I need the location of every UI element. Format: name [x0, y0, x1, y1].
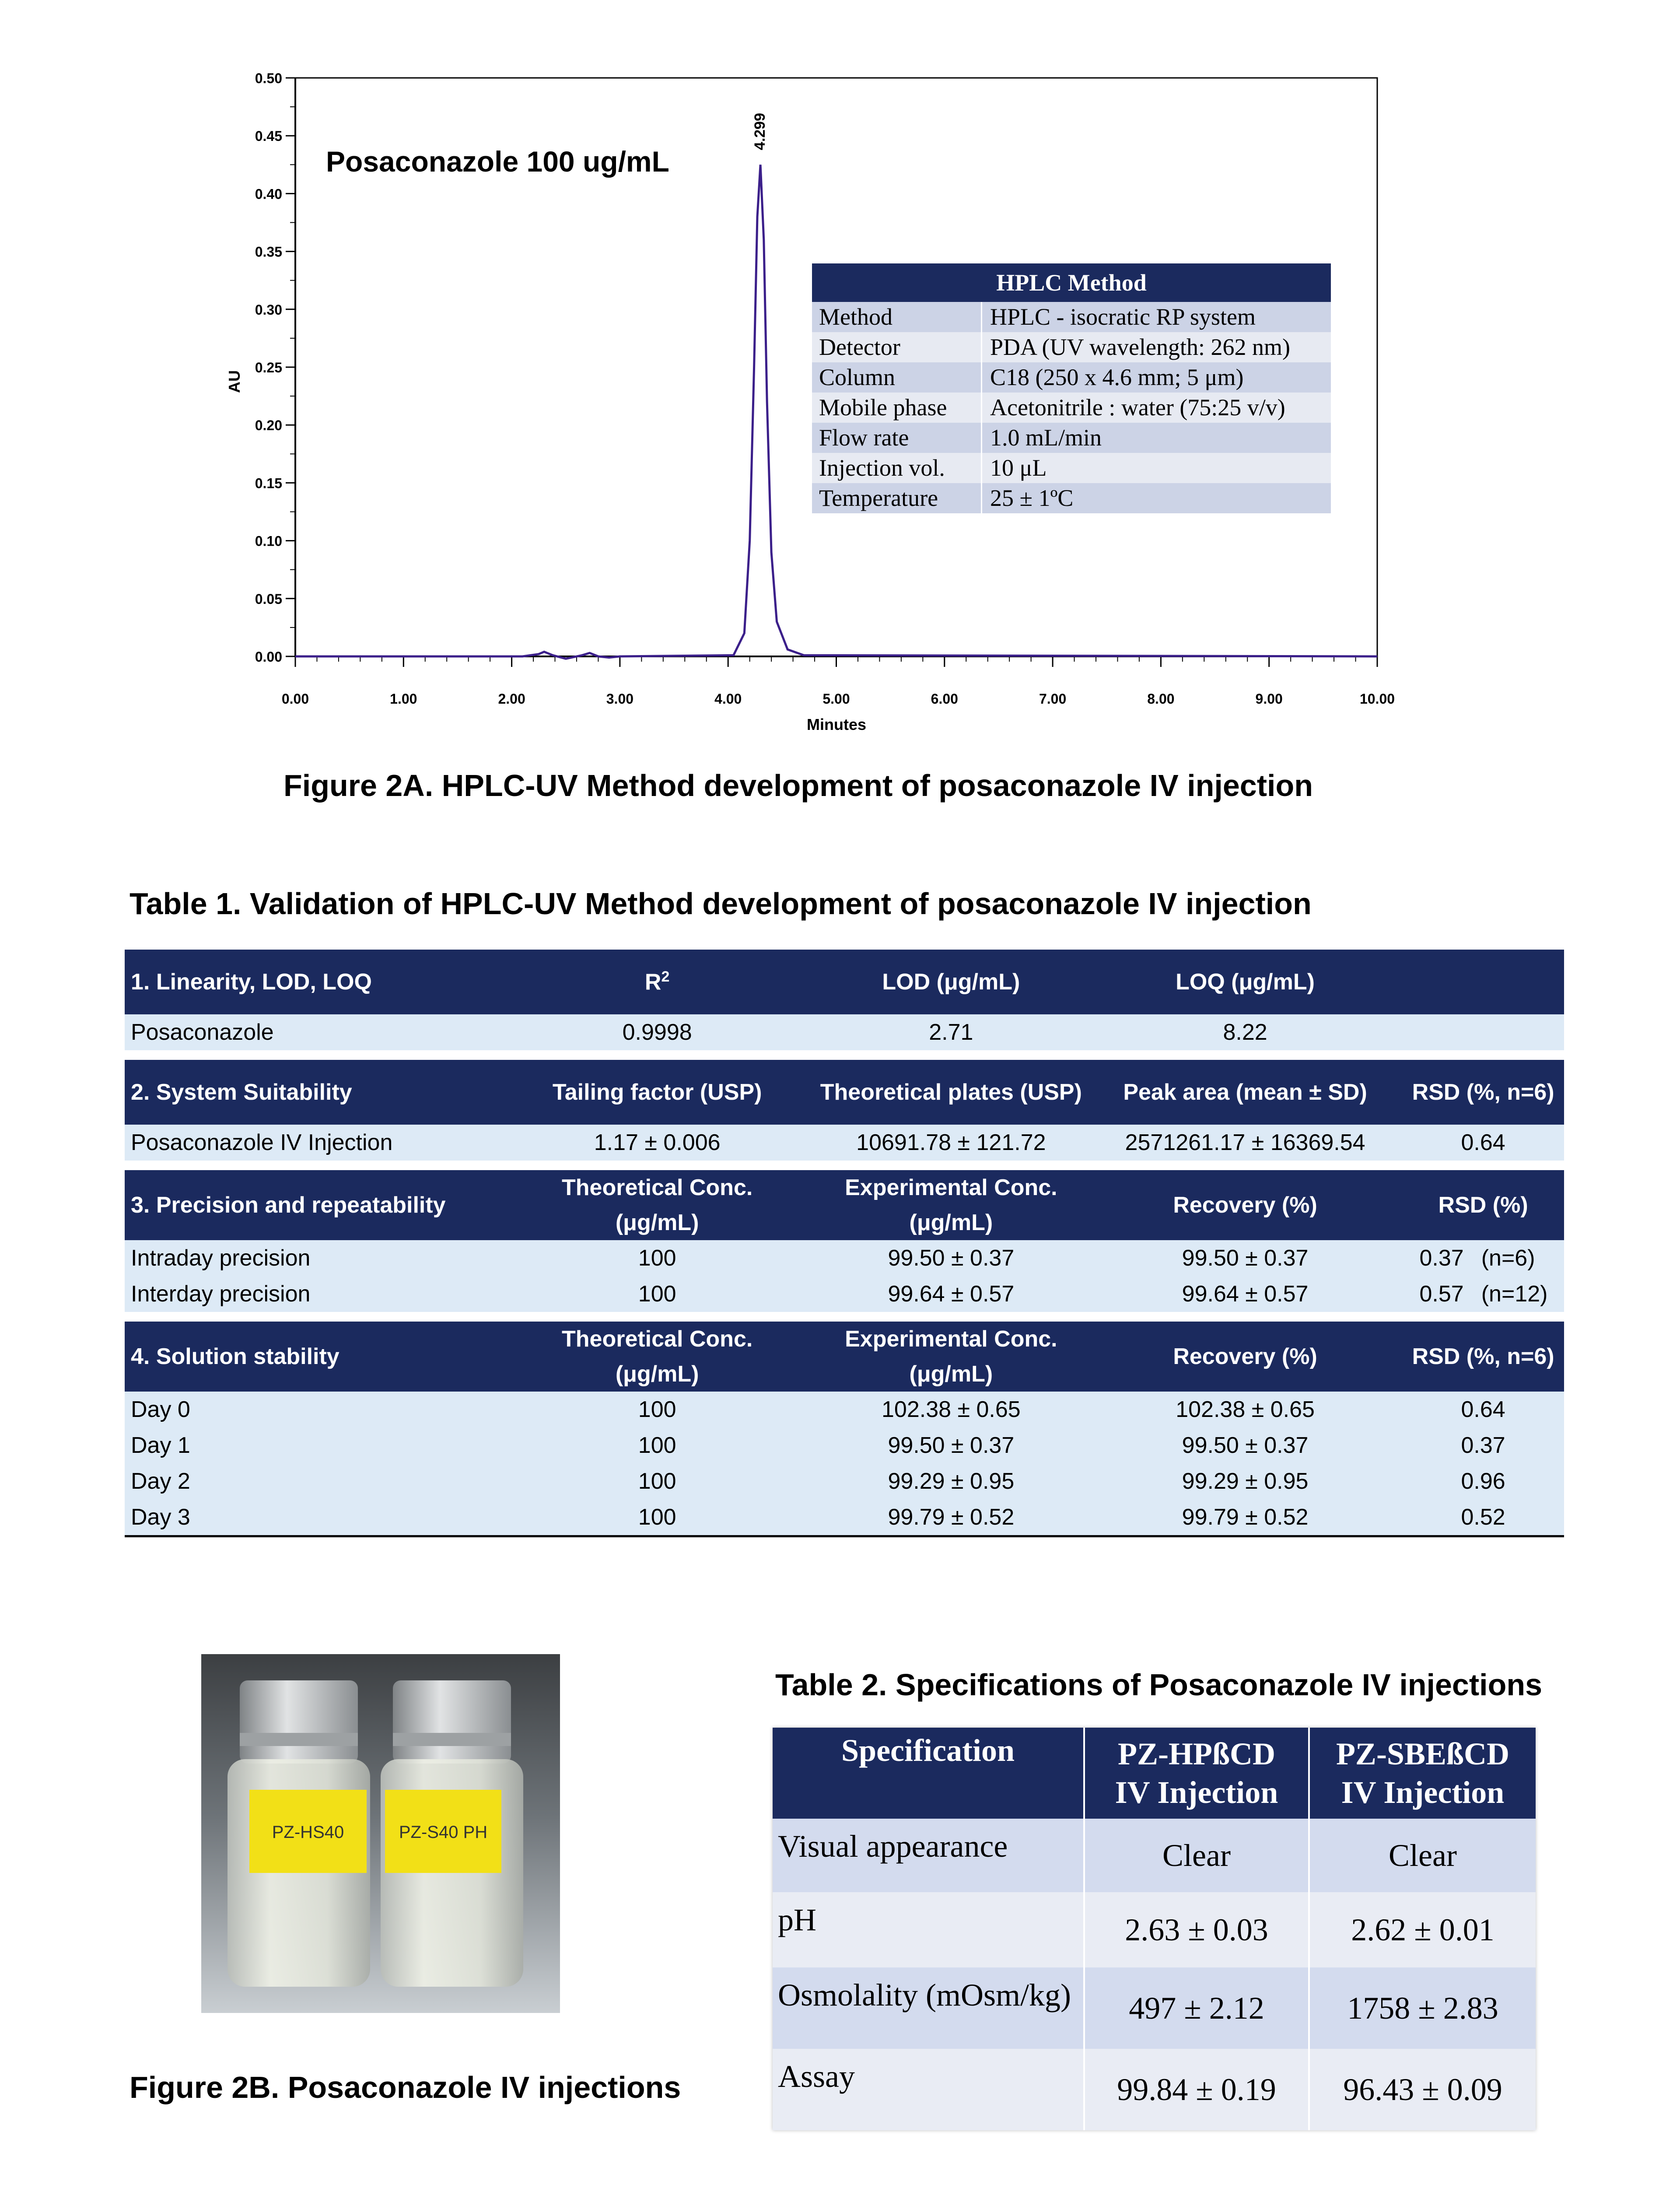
row-label: Posaconazole IV Injection [125, 1125, 500, 1161]
y-tick-label: 0.25 [255, 360, 282, 375]
x-tick-label: 2.00 [498, 691, 525, 707]
y-tick-label: 0.35 [255, 244, 282, 260]
method-key: Column [812, 362, 982, 393]
header-line: Experimental Conc. [845, 1326, 1057, 1352]
y-tick-label: 0.10 [255, 533, 282, 549]
cell: 100 [500, 1499, 814, 1536]
table-row [125, 1463, 1564, 1499]
y-tick-label: 0.40 [255, 186, 282, 202]
method-row [812, 483, 1331, 513]
x-tick-label: 4.00 [714, 691, 742, 707]
method-key: Method [812, 302, 982, 332]
header-line: IV Injection [1115, 1775, 1278, 1810]
pz-hpbcd-header [1084, 1728, 1309, 1819]
table-header-row [125, 1322, 1564, 1392]
table-1 [125, 950, 1564, 1537]
cell: 102.38 ± 0.65 [814, 1392, 1088, 1427]
cell: 0.64 [1402, 1392, 1564, 1427]
x-tick-label: 7.00 [1039, 691, 1067, 707]
y-axis-label: AU [225, 370, 243, 393]
x-tick-label: 10.00 [1359, 691, 1395, 707]
method-value: C18 (250 x 4.6 mm; 5 μm) [990, 364, 1244, 390]
cell [1402, 1240, 1564, 1276]
x-axis-label: Minutes [806, 715, 867, 733]
rsd-header: RSD (%, n=6) [1402, 1060, 1564, 1125]
table-header-row [125, 1060, 1564, 1125]
cell: 8.22 [1088, 1014, 1402, 1050]
cell [1402, 1276, 1564, 1312]
cell: 99.50 ± 0.37 [1088, 1240, 1402, 1276]
cell: 99.29 ± 0.95 [1088, 1463, 1402, 1499]
header-line: (μg/mL) [615, 1361, 699, 1387]
table-row [125, 1427, 1564, 1463]
cell: 2571261.17 ± 16369.54 [1088, 1125, 1402, 1161]
method-value: HPLC - isocratic RP system [990, 304, 1256, 330]
rsd-header: RSD (%) [1402, 1170, 1564, 1240]
section-3-title: 3. Precision and repeatability [125, 1170, 500, 1240]
cell: 100 [500, 1427, 814, 1463]
x-tick-label: 3.00 [606, 691, 634, 707]
method-row [812, 362, 1331, 393]
x-tick-label: 8.00 [1147, 691, 1175, 707]
experimental-conc-header [814, 1322, 1088, 1392]
vials-photo [201, 1654, 560, 2013]
row-label: Intraday precision [125, 1240, 500, 1276]
table-row [773, 1892, 1536, 1967]
cell: 99.79 ± 0.52 [1088, 1499, 1402, 1536]
x-tick-label: 0.00 [281, 691, 309, 707]
rsd-value: 0.37 [1419, 1245, 1464, 1271]
row-label: Day 2 [125, 1463, 500, 1499]
header-line: Specification [841, 1733, 1015, 1768]
method-value: 1.0 mL/min [990, 424, 1102, 451]
x-tick-label: 5.00 [822, 691, 850, 707]
table-gap [125, 1312, 1564, 1322]
section-2-title: 2. System Suitability [125, 1060, 500, 1125]
pz-sbebcd-header [1309, 1728, 1536, 1819]
row-label: Day 1 [125, 1427, 500, 1463]
y-tick-label: 0.20 [255, 417, 282, 434]
method-value: PDA (UV wavelength: 262 nm) [990, 334, 1290, 360]
header-line: PZ-SBEßCD [1336, 1736, 1510, 1771]
method-key: Injection vol. [812, 453, 982, 483]
cell: 100 [500, 1240, 814, 1276]
header-line: PZ-HPßCD [1118, 1736, 1275, 1771]
hplc-method-title: HPLC Method [812, 263, 1331, 302]
table-gap [125, 1050, 1564, 1060]
header-line: IV Injection [1341, 1775, 1505, 1810]
row-label: Day 3 [125, 1499, 500, 1536]
figure-2a-caption: Figure 2A. HPLC-UV Method development of posaconazole IV injection [284, 768, 1313, 803]
section-4-title: 4. Solution stability [125, 1322, 500, 1392]
vial-right-label: PZ-S40 PH [399, 1823, 488, 1842]
table-2 [773, 1728, 1536, 2130]
table-header-row [125, 1170, 1564, 1240]
cell: 2.63 ± 0.03 [1084, 1892, 1309, 1967]
method-value: 25 ± 1ºC [990, 485, 1074, 511]
method-key: Flow rate [812, 423, 982, 453]
y-tick-label: 0.00 [255, 649, 282, 665]
cell [1402, 1014, 1564, 1050]
table-row [125, 1499, 1564, 1536]
theoretical-conc-header [500, 1322, 814, 1392]
vial-left-label: PZ-HS40 [272, 1823, 344, 1842]
lod-header: LOD (μg/mL) [814, 950, 1088, 1014]
cell: 100 [500, 1276, 814, 1312]
cell: 2.71 [814, 1014, 1088, 1050]
method-value: 10 μL [990, 455, 1047, 481]
cell: 0.9998 [500, 1014, 814, 1050]
y-tick-label: 0.50 [255, 70, 282, 86]
cell: 0.64 [1402, 1125, 1564, 1161]
row-label: pH [773, 1892, 1084, 1967]
cell: 99.50 ± 0.37 [814, 1240, 1088, 1276]
header-line: Theoretical Conc. [562, 1175, 753, 1200]
method-key: Mobile phase [812, 393, 982, 423]
row-label: Assay [773, 2049, 1084, 2130]
vial-right [381, 1680, 523, 1987]
recovery-header: Recovery (%) [1088, 1322, 1402, 1392]
cell: 99.64 ± 0.57 [814, 1276, 1088, 1312]
r-squared-label: R [644, 969, 662, 995]
header-line: (μg/mL) [615, 1210, 699, 1235]
loq-header: LOQ (μg/mL) [1088, 950, 1402, 1014]
rsd-value: 0.57 [1419, 1281, 1464, 1307]
theoretical-conc-header [500, 1170, 814, 1240]
peak-label: 4.299 [752, 112, 769, 151]
table-row [125, 1240, 1564, 1276]
specification-header [773, 1728, 1084, 1819]
cell: 99.50 ± 0.37 [1088, 1427, 1402, 1463]
table-row [773, 2049, 1536, 2130]
table-row [125, 1125, 1564, 1161]
y-tick-label: 0.15 [255, 475, 282, 491]
rsd-n: (n=6) [1481, 1245, 1535, 1271]
row-label: Osmolality (mOsm/kg) [773, 1967, 1084, 2049]
table-2-title: Table 2. Specifications of Posaconazole IV injections [775, 1668, 1543, 1702]
empty-header [1402, 950, 1564, 1014]
header-line: Theoretical Conc. [562, 1326, 753, 1352]
cell: 1.17 ± 0.006 [500, 1125, 814, 1161]
cell: Clear [1084, 1819, 1309, 1892]
row-label: Interday precision [125, 1276, 500, 1312]
rsd-n: (n=12) [1481, 1281, 1548, 1307]
plates-header: Theoretical plates (USP) [814, 1060, 1088, 1125]
cell: 2.62 ± 0.01 [1309, 1892, 1536, 1967]
peak-area-header: Peak area (mean ± SD) [1088, 1060, 1402, 1125]
method-key: Detector [812, 332, 982, 362]
y-tick-label: 0.45 [255, 128, 282, 144]
table-row [773, 1967, 1536, 2049]
table-row [773, 1819, 1536, 1892]
y-tick-label: 0.05 [255, 591, 282, 607]
cell: 99.64 ± 0.57 [1088, 1276, 1402, 1312]
header-line: (μg/mL) [909, 1361, 993, 1387]
cell: 99.84 ± 0.19 [1084, 2049, 1309, 2130]
cell: Clear [1309, 1819, 1536, 1892]
method-value: Acetonitrile : water (75:25 v/v) [990, 394, 1285, 421]
cell: 1758 ± 2.83 [1309, 1967, 1536, 2049]
experimental-conc-header [814, 1170, 1088, 1240]
r-squared-sup: 2 [661, 968, 670, 985]
cell: 100 [500, 1392, 814, 1427]
cell: 99.50 ± 0.37 [814, 1427, 1088, 1463]
cell: 99.29 ± 0.95 [814, 1463, 1088, 1499]
x-tick-label: 1.00 [390, 691, 417, 707]
cell: 96.43 ± 0.09 [1309, 2049, 1536, 2130]
method-row [812, 453, 1331, 483]
figure-2b-caption: Figure 2B. Posaconazole IV injections [130, 2070, 681, 2104]
cell: 102.38 ± 0.65 [1088, 1392, 1402, 1427]
vial-left [228, 1680, 370, 1987]
table-row [125, 1276, 1564, 1312]
concentration-annotation: Posaconazole 100 ug/mL [326, 145, 669, 178]
section-1-title: 1. Linearity, LOD, LOQ [125, 950, 500, 1014]
table-gap [125, 1161, 1564, 1170]
cell: 10691.78 ± 121.72 [814, 1125, 1088, 1161]
cell: 0.37 [1402, 1427, 1564, 1463]
x-tick-label: 9.00 [1255, 691, 1283, 707]
recovery-header: Recovery (%) [1088, 1170, 1402, 1240]
table-header-row [773, 1728, 1536, 1819]
row-label: Visual appearance [773, 1819, 1084, 1892]
header-line: Experimental Conc. [845, 1175, 1057, 1200]
x-tick-label: 6.00 [931, 691, 958, 707]
row-label: Day 0 [125, 1392, 500, 1427]
table-header-row [125, 950, 1564, 1014]
header-line: (μg/mL) [909, 1210, 993, 1235]
r-squared-header [500, 950, 814, 1014]
hplc-method-box [812, 263, 1331, 513]
cell: 497 ± 2.12 [1084, 1967, 1309, 2049]
table-row [125, 1014, 1564, 1050]
cell: 0.52 [1402, 1499, 1564, 1536]
y-tick-label: 0.30 [255, 302, 282, 318]
table-row [125, 1392, 1564, 1427]
method-row [812, 423, 1331, 453]
method-row [812, 302, 1331, 332]
cell: 99.79 ± 0.52 [814, 1499, 1088, 1536]
table-1-title: Table 1. Validation of HPLC-UV Method development of posaconazole IV injection [130, 887, 1312, 921]
method-key: Temperature [812, 483, 982, 513]
cell: 100 [500, 1463, 814, 1499]
method-row [812, 332, 1331, 362]
cell: 0.96 [1402, 1463, 1564, 1499]
method-row [812, 393, 1331, 423]
row-label: Posaconazole [125, 1014, 500, 1050]
rsd-header: RSD (%, n=6) [1402, 1322, 1564, 1392]
tailing-header: Tailing factor (USP) [500, 1060, 814, 1125]
